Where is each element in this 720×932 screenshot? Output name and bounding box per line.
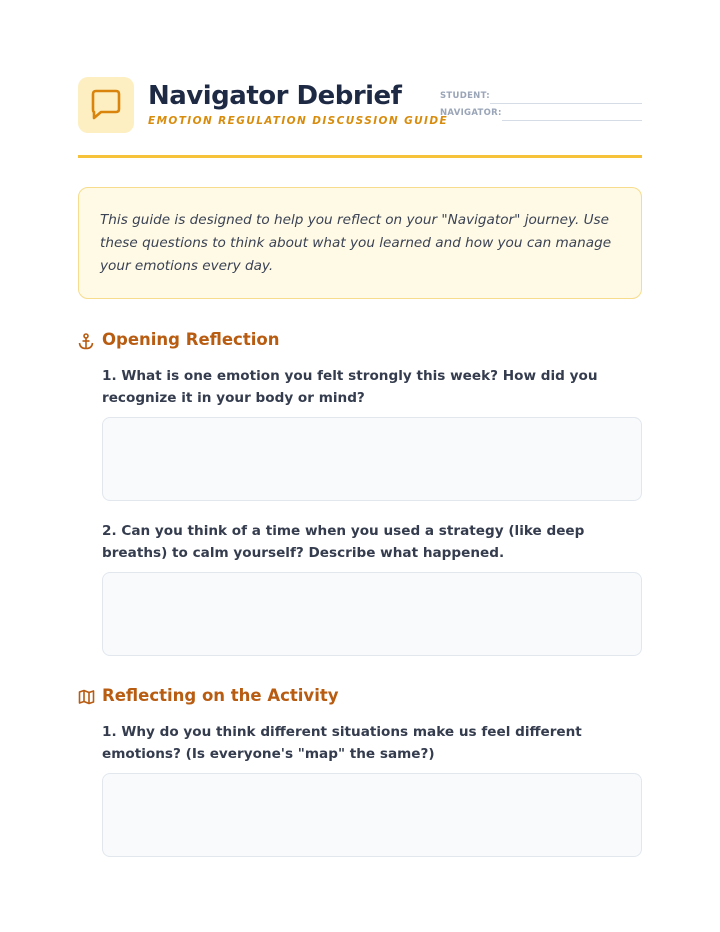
- answer-box[interactable]: [102, 417, 642, 501]
- page-subtitle: EMOTION REGULATION DISCUSSION GUIDE: [148, 115, 449, 127]
- student-field[interactable]: [440, 91, 642, 108]
- question: 1. What is one emotion you felt strongly this week? How did you recognize it in your body or mind?: [102, 368, 598, 406]
- navigator-label: NAVIGATOR:: [440, 108, 502, 118]
- speech-bubble-icon: [89, 88, 123, 122]
- intro-box: [78, 187, 642, 299]
- header-divider: [78, 155, 642, 158]
- question: 2. Can you think of a time when you used a strategy (like deep breaths) to calm yourself? Describe what happened.: [102, 523, 585, 561]
- answer-box[interactable]: [102, 773, 642, 857]
- answer-box[interactable]: [102, 572, 642, 656]
- student-label: STUDENT:: [440, 91, 490, 101]
- anchor-icon: [78, 333, 94, 350]
- page-title: Navigator Debrief: [148, 81, 402, 111]
- student-line[interactable]: [490, 103, 642, 104]
- name-fields: [440, 91, 642, 125]
- question: 1. Why do you think different situations make us feel different emotions? (Is everyone's "map" the same?): [102, 724, 582, 762]
- header: [78, 77, 642, 137]
- map-icon: [78, 689, 95, 705]
- section-title: Reflecting on the Activity: [102, 686, 339, 705]
- section-title: Opening Reflection: [102, 330, 280, 349]
- intro-text: This guide is designed to help you reflect on your "Navigator" journey. Use these questions to think about what you learned and how you can manage your emotions every day.: [100, 212, 612, 274]
- navigator-line[interactable]: [502, 120, 642, 121]
- navigator-field[interactable]: [440, 108, 642, 125]
- logo: [78, 77, 134, 133]
